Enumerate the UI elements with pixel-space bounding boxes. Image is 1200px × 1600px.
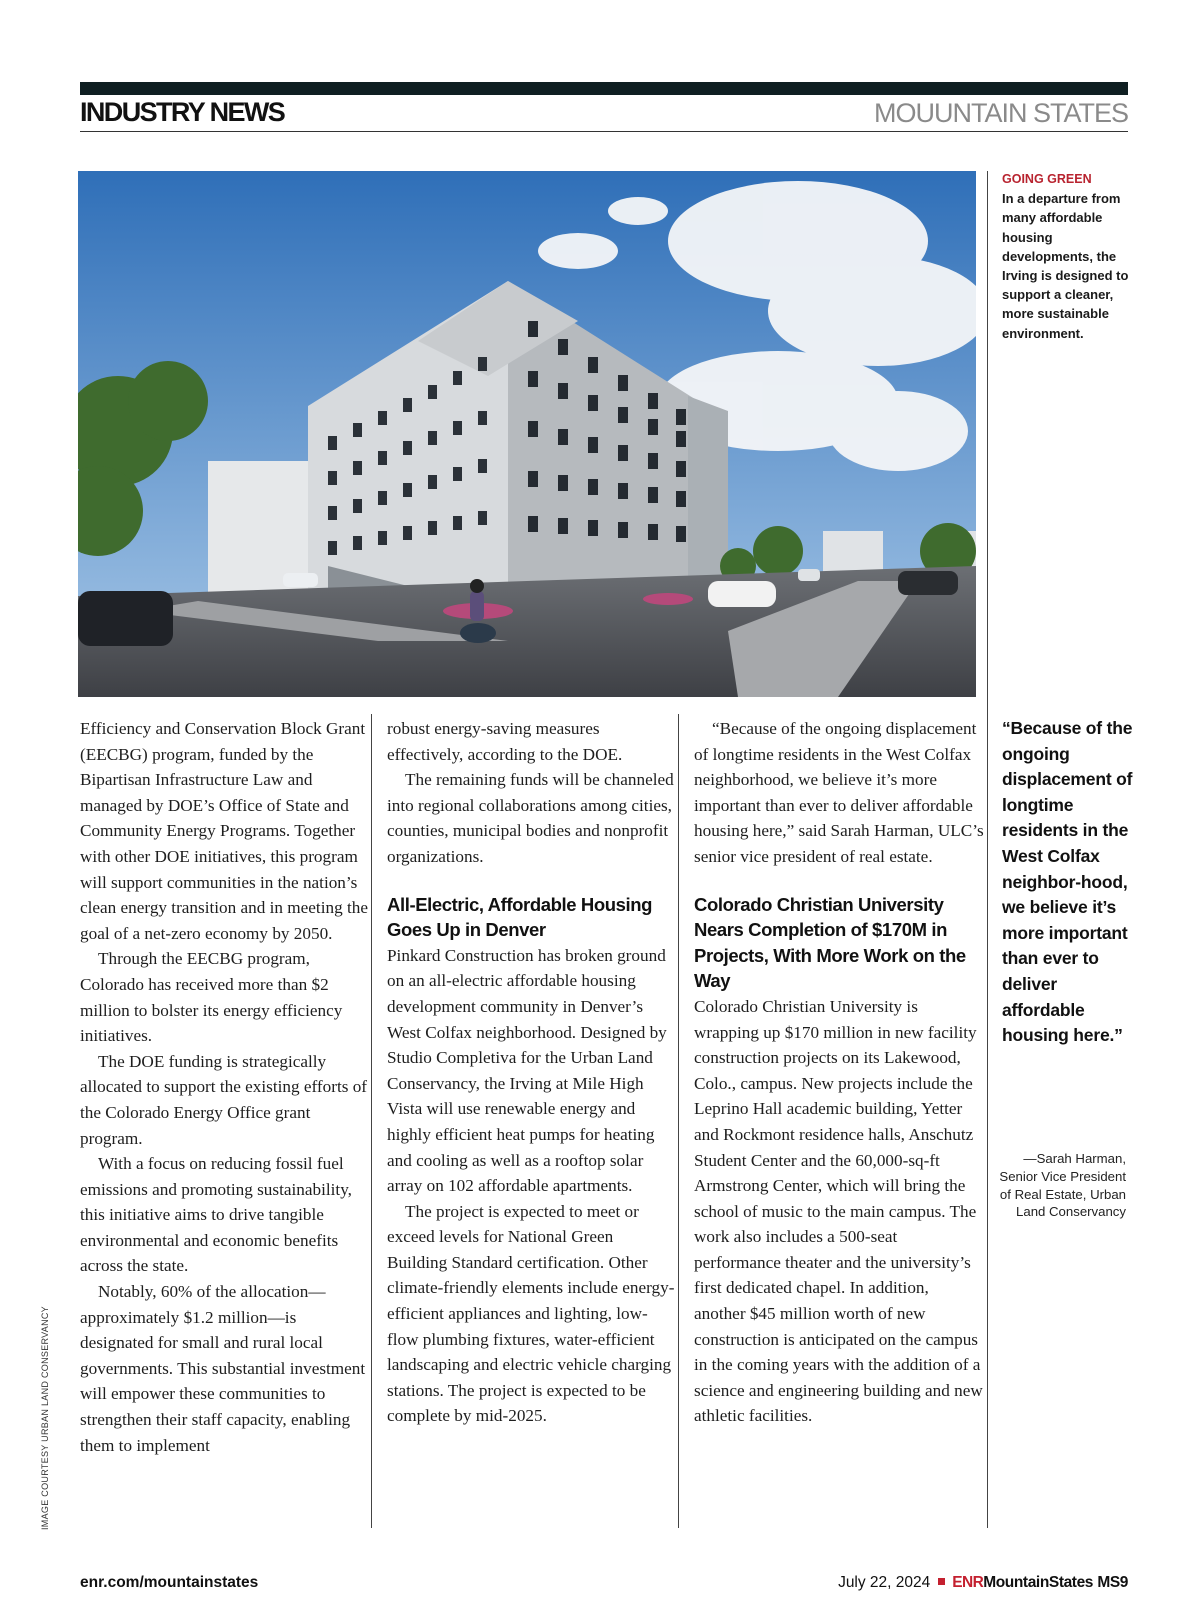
footer-brand-enr: ENR: [952, 1574, 984, 1591]
body-paragraph: Notably, 60% of the allocation—approximately $1.2 million—is designated for small and rural local governments. This substantial investment will empower these communities to strengthen their staff capacity, enabling them to implement: [80, 1282, 366, 1455]
section-title: INDUSTRY NEWS: [80, 97, 285, 127]
caption-kicker: GOING GREEN: [1002, 172, 1092, 186]
body-paragraph: Through the EECBG program, Colorado has received more than $2 million to bolster its energy efficiency initiatives.: [80, 949, 343, 1046]
footer-url[interactable]: enr.com/mountainstates: [80, 1574, 259, 1591]
footer-folio: [838, 1574, 1128, 1592]
body-paragraph: Efficiency and Conservation Block Grant (EECBG) program, funded by the Bipartisan Infrastructure Law and managed by DOE’s Office of State and Community Energy Programs. Together with other DOE initiatives, this program will support communities in the nation’s clean energy transition and in meeting the goal of a net-zero economy by 2050.: [80, 719, 368, 943]
photo-caption: [1002, 170, 1132, 343]
pull-quote: “Because of the ongoing displacement of longtime residents in the West Colfax neighbor-hood, we believe it’s more important than ever to deliver affordable housing here.”: [1002, 718, 1133, 1046]
body-paragraph: With a focus on reducing fossil fuel emissions and promoting sustainability, this initiative aims to drive tangible environmental and economic benefits across the state.: [80, 1154, 352, 1276]
article-column-2: [387, 716, 677, 1429]
body-paragraph: The remaining funds will be channeled into regional collaborations among cities, counties, municipal bodies and nonprofit organizations.: [387, 770, 674, 866]
header-rule: [80, 131, 1128, 132]
article-column-1: [80, 716, 370, 1458]
caption-text: In a departure from many affordable housing developments, the Irving is designed to support a cleaner, more sustainable environment.: [1002, 191, 1129, 341]
building-rendering-image: [78, 171, 976, 697]
article-heading: Colorado Christian University Nears Completion of $170M in Projects, With More Work on the Way: [694, 893, 966, 992]
body-paragraph: Colorado Christian University is wrapping up $170 million in new facility construction projects on its Lakewood, Colo., campus. New projects include the Leprino Hall academic building, Yetter and Rockmont residence halls, Anschutz Student Center and the 60,000-sq-ft Armstrong Center, which will bring the school of music to the main campus. The work also includes a 500-seat performance theater and the university’s first dedicated chapel. In addition, another $45 million worth of new construction is anticipated on the campus in the coming years with the addition of a science and engineering building and new athletic facilities.: [694, 996, 983, 1426]
column-divider: [987, 171, 988, 1528]
article-column-3: [694, 716, 984, 1429]
pull-quote-attribution: —Sarah Harman, Senior Vice President of Real Estate, Urban Land Conservancy: [999, 1151, 1126, 1220]
header-bar: [80, 82, 1128, 95]
page-number: MS9: [1097, 1574, 1128, 1591]
region-title: MOUUNTAIN STATES: [874, 98, 1128, 128]
image-credit: IMAGE COURTESY URBAN LAND CONSERVANCY: [40, 1306, 50, 1530]
article-heading: All-Electric, Affordable Housing Goes Up in Denver: [387, 893, 653, 941]
column-divider: [371, 714, 372, 1528]
footer-brand-name: MountainStates: [983, 1574, 1094, 1591]
body-paragraph: “Because of the ongoing displacement of longtime residents in the West Colfax neighborhood, we believe it’s more important than ever to deliver affordable housing here,” said Sarah Harman, ULC’s senior vice president of real estate.: [694, 719, 984, 866]
body-paragraph: The project is expected to meet or exceed levels for National Green Building Standard certification. Other climate-friendly elements include energy-efficient appliances and lighting, low-flow plumbing fixtures, water-efficient landscaping and electric vehicle charging stations. The project is expected to be complete by mid-2025.: [387, 1201, 675, 1426]
body-paragraph: Pinkard Construction has broken ground on an all-electric affordable housing development community in Denver’s West Colfax neighborhood. Designed by Studio Completiva for the Urban Land Conservancy, the Irving at Mile High Vista will use renewable energy and highly efficient heat pumps for heating and cooling as well as a rooftop solar array on 102 affordable apartments.: [387, 945, 667, 1196]
column-divider: [678, 714, 679, 1528]
body-paragraph: robust energy-saving measures effectively, according to the DOE.: [387, 719, 623, 764]
body-paragraph: The DOE funding is strategically allocated to support the existing efforts of the Colorado Energy Office grant program.: [80, 1051, 368, 1148]
square-bullet-icon: [938, 1578, 945, 1585]
footer-date: July 22, 2024: [838, 1574, 931, 1591]
